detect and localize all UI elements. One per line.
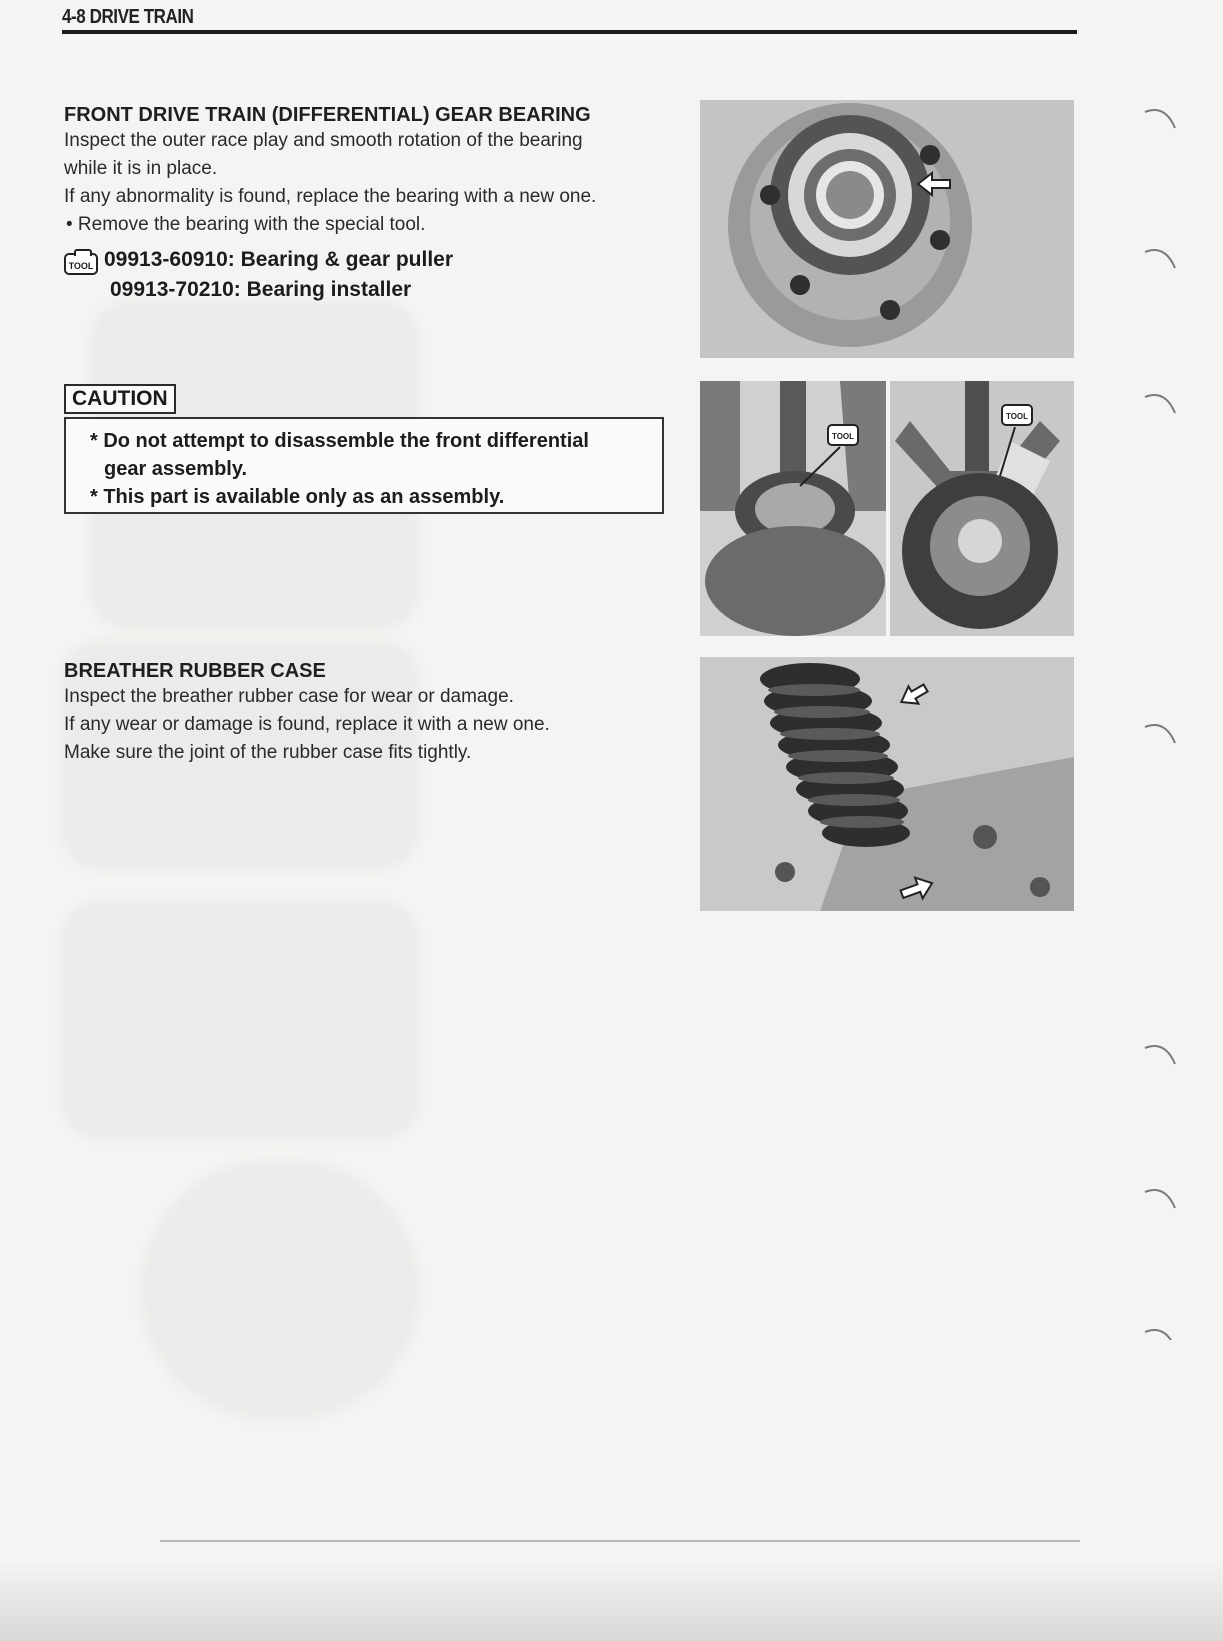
breather-rubber-case-photo (700, 657, 1074, 911)
caution-label: CAUTION (64, 384, 176, 414)
tool-icon-label: TOOL (831, 432, 855, 441)
body-text: If any wear or damage is found, replace it with a new one. (64, 714, 550, 735)
bleed-through-shadow (140, 1160, 420, 1420)
caution-text: * Do not attempt to disassemble the front differential (90, 430, 589, 452)
bearing-hub-photo (700, 100, 1074, 358)
body-text: If any abnormality is found, replace the bearing with a new one. (64, 186, 597, 207)
binding-marks (1140, 100, 1200, 1340)
bearing-installer-photo (890, 381, 1074, 636)
section-breather-rubber-case (64, 660, 684, 767)
tool-icon: TOOL (64, 253, 98, 275)
section-title: FRONT DRIVE TRAIN (DIFFERENTIAL) GEAR BEARING (64, 104, 591, 126)
body-text: Make sure the joint of the rubber case fits tightly. (64, 742, 472, 763)
body-text: while it is in place. (64, 158, 218, 179)
caution-text: gear assembly. (104, 458, 248, 480)
tool-icon-label: TOOL (1005, 412, 1029, 421)
section-title: BREATHER RUBBER CASE (64, 660, 326, 682)
bearing-puller-photo (700, 381, 886, 636)
tool-part-number: 09913-60910: Bearing & gear puller (104, 248, 454, 271)
header-rule (62, 30, 1077, 34)
tool-line: 09913-70210: Bearing installer (110, 278, 412, 301)
body-text: • Remove the bearing with the special tool. (66, 214, 426, 235)
bottom-rule (160, 1540, 1080, 1542)
page-header: 4-8 DRIVE TRAIN (62, 6, 194, 28)
body-text: Inspect the breather rubber case for wear or damage. (64, 686, 514, 707)
body-text: Inspect the outer race play and smooth rotation of the bearing (64, 130, 583, 151)
bottom-shadow (0, 1560, 1223, 1641)
caution-box (64, 417, 664, 514)
tool-line (64, 245, 684, 275)
caution-text: * This part is available only as an assembly. (90, 486, 505, 508)
section-front-drive-train (64, 104, 684, 304)
bleed-through-shadow (60, 900, 420, 1140)
